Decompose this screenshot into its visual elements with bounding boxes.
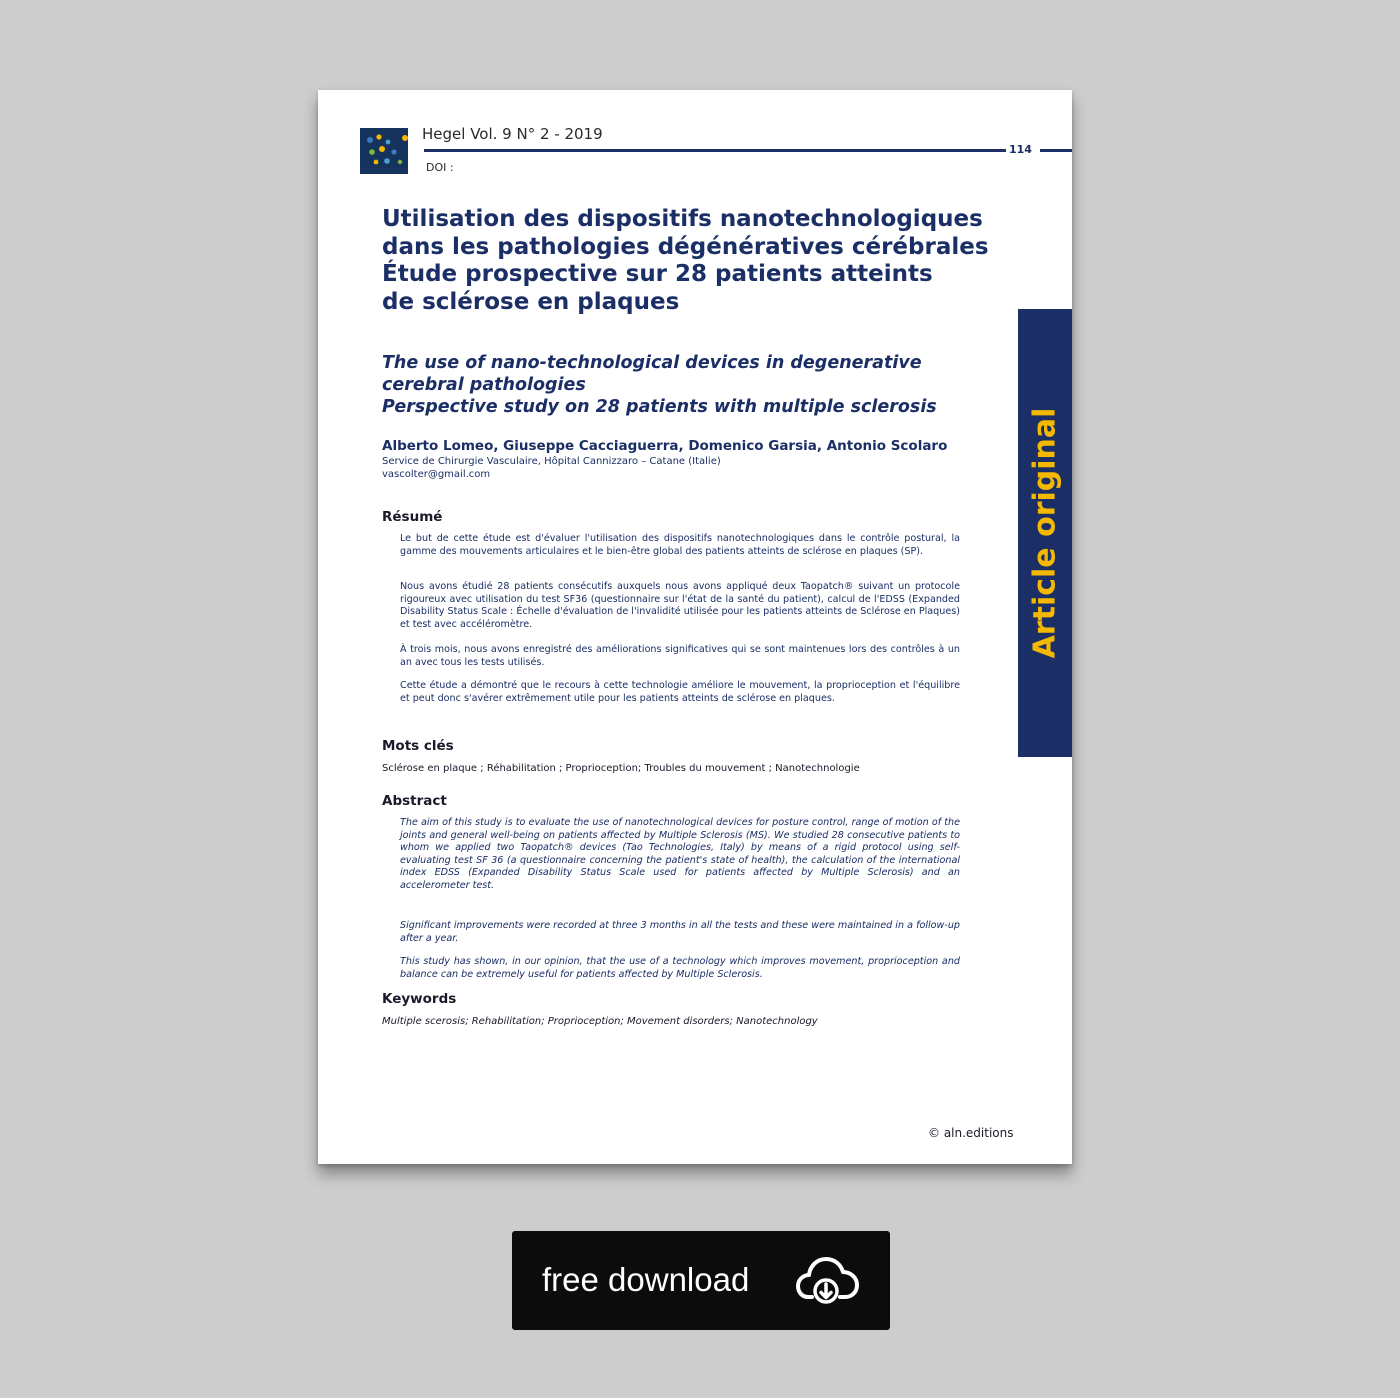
title-fr-line: Étude prospective sur 28 patients atteints	[382, 261, 933, 287]
resume-paragraph: Le but de cette étude est d'évaluer l'utilisation des dispositifs nanotechnologiques dans le contrôle postural, la gamme des mouvements articulaires et le bien-être global des patients atteints de sclérose en plaques (SP).	[400, 533, 960, 557]
title-fr-line: de sclérose en plaques	[382, 288, 680, 315]
authors: Alberto Lomeo, Giuseppe Cacciaguerra, Domenico Garsia, Antonio Scolaro	[382, 438, 948, 454]
abstract-paragraph: This study has shown, in our opinion, that the use of a technology which improves movement, proprioception and balance can be extremely useful for patients affected by Multiple Sclerosis.	[400, 956, 960, 980]
title-en-line: Perspective study on 28 patients with multiple sclerosis	[382, 397, 937, 417]
abstract-paragraph: The aim of this study is to evaluate the use of nanotechnological devices for posture control, range of motion of the joints and general well-being on patients affected by Multiple Sclerosis (MS). We studied 28 consecutive patients to whom we applied two Taopatch® devices (Tao Technologies, Italy) by means of a rigid protocol using self-evaluating test SF 36 (a questionnaire concerning the patient's state of health), the calculation of the international index EDSS (Expanded Disability Status Scale used for patients affected by Multiple Sclerosis) and an accelerometer test.	[400, 817, 960, 891]
keywords-text: Multiple scerosis; Rehabilitation; Proprioception; Movement disorders; Nanotechnology	[382, 1016, 818, 1027]
header-rule	[424, 149, 1006, 152]
resume-paragraph: Cette étude a démontré que le recours à cette technologie améliore le mouvement, la proprioception et l'équilibre et peut donc s'avérer extrêmement utile pour les patients atteints de sclérose en plaques.	[400, 680, 960, 704]
doi-label: DOI :	[426, 161, 454, 174]
affiliation: Service de Chirurgie Vasculaire, Hôpital Cannizzaro – Catane (Italie)	[382, 456, 721, 467]
article-type-banner	[1018, 309, 1072, 757]
article-page	[318, 90, 1072, 1164]
page-number: 114	[1009, 143, 1032, 156]
journal-logo	[360, 128, 408, 174]
download-button-label: free download	[542, 1261, 750, 1298]
free-download-button[interactable]	[512, 1231, 890, 1330]
resume-paragraph: Nous avons étudié 28 patients consécutifs auxquels nous avons appliqué deux Taopatch® suivant un protocole rigoureux avec utilisation du test SF36 (questionnaire sur l'état de la santé du patient), calcul de l'EDSS (Expanded Disability Status Scale : Échelle d'évaluation de l'invalidité utilisée pour les patients atteints de Sclérose en Plaques) et test avec accéléromètre.	[400, 581, 960, 630]
article-type-label: Article original	[1027, 407, 1063, 659]
header-rule-end	[1040, 149, 1072, 152]
copyright: © aln.editions	[928, 1126, 1014, 1140]
abstract-paragraph: Significant improvements were recorded at three 3 months in all the tests and these were maintained in a follow-up after a year.	[400, 920, 960, 944]
title-fr-line: Utilisation des dispositifs nanotechnologiques	[382, 206, 983, 232]
mots-cles-heading: Mots clés	[382, 738, 454, 754]
abstract-heading: Abstract	[382, 793, 447, 809]
article-title-en	[382, 352, 982, 418]
keywords-heading: Keywords	[382, 991, 457, 1007]
author-email: vascolter@gmail.com	[382, 469, 491, 480]
resume-heading: Résumé	[382, 509, 443, 525]
title-en-line: The use of nano-technological devices in degenerative	[382, 353, 922, 373]
title-en-line: cerebral pathologies	[382, 375, 586, 395]
title-fr-line: dans les pathologies dégénératives cérébrales	[382, 233, 989, 260]
journal-info: Hegel Vol. 9 N° 2 - 2019	[422, 125, 603, 143]
cloud-download-icon	[796, 1253, 860, 1313]
resume-paragraph: À trois mois, nous avons enregistré des améliorations significatives qui se sont maintenues lors des contrôles à un an avec tous les tests utilisés.	[400, 644, 960, 668]
mots-cles-text: Sclérose en plaque ; Réhabilitation ; Proprioception; Troubles du mouvement ; Nanotechnologie	[382, 763, 860, 774]
article-title-fr	[382, 206, 1002, 316]
